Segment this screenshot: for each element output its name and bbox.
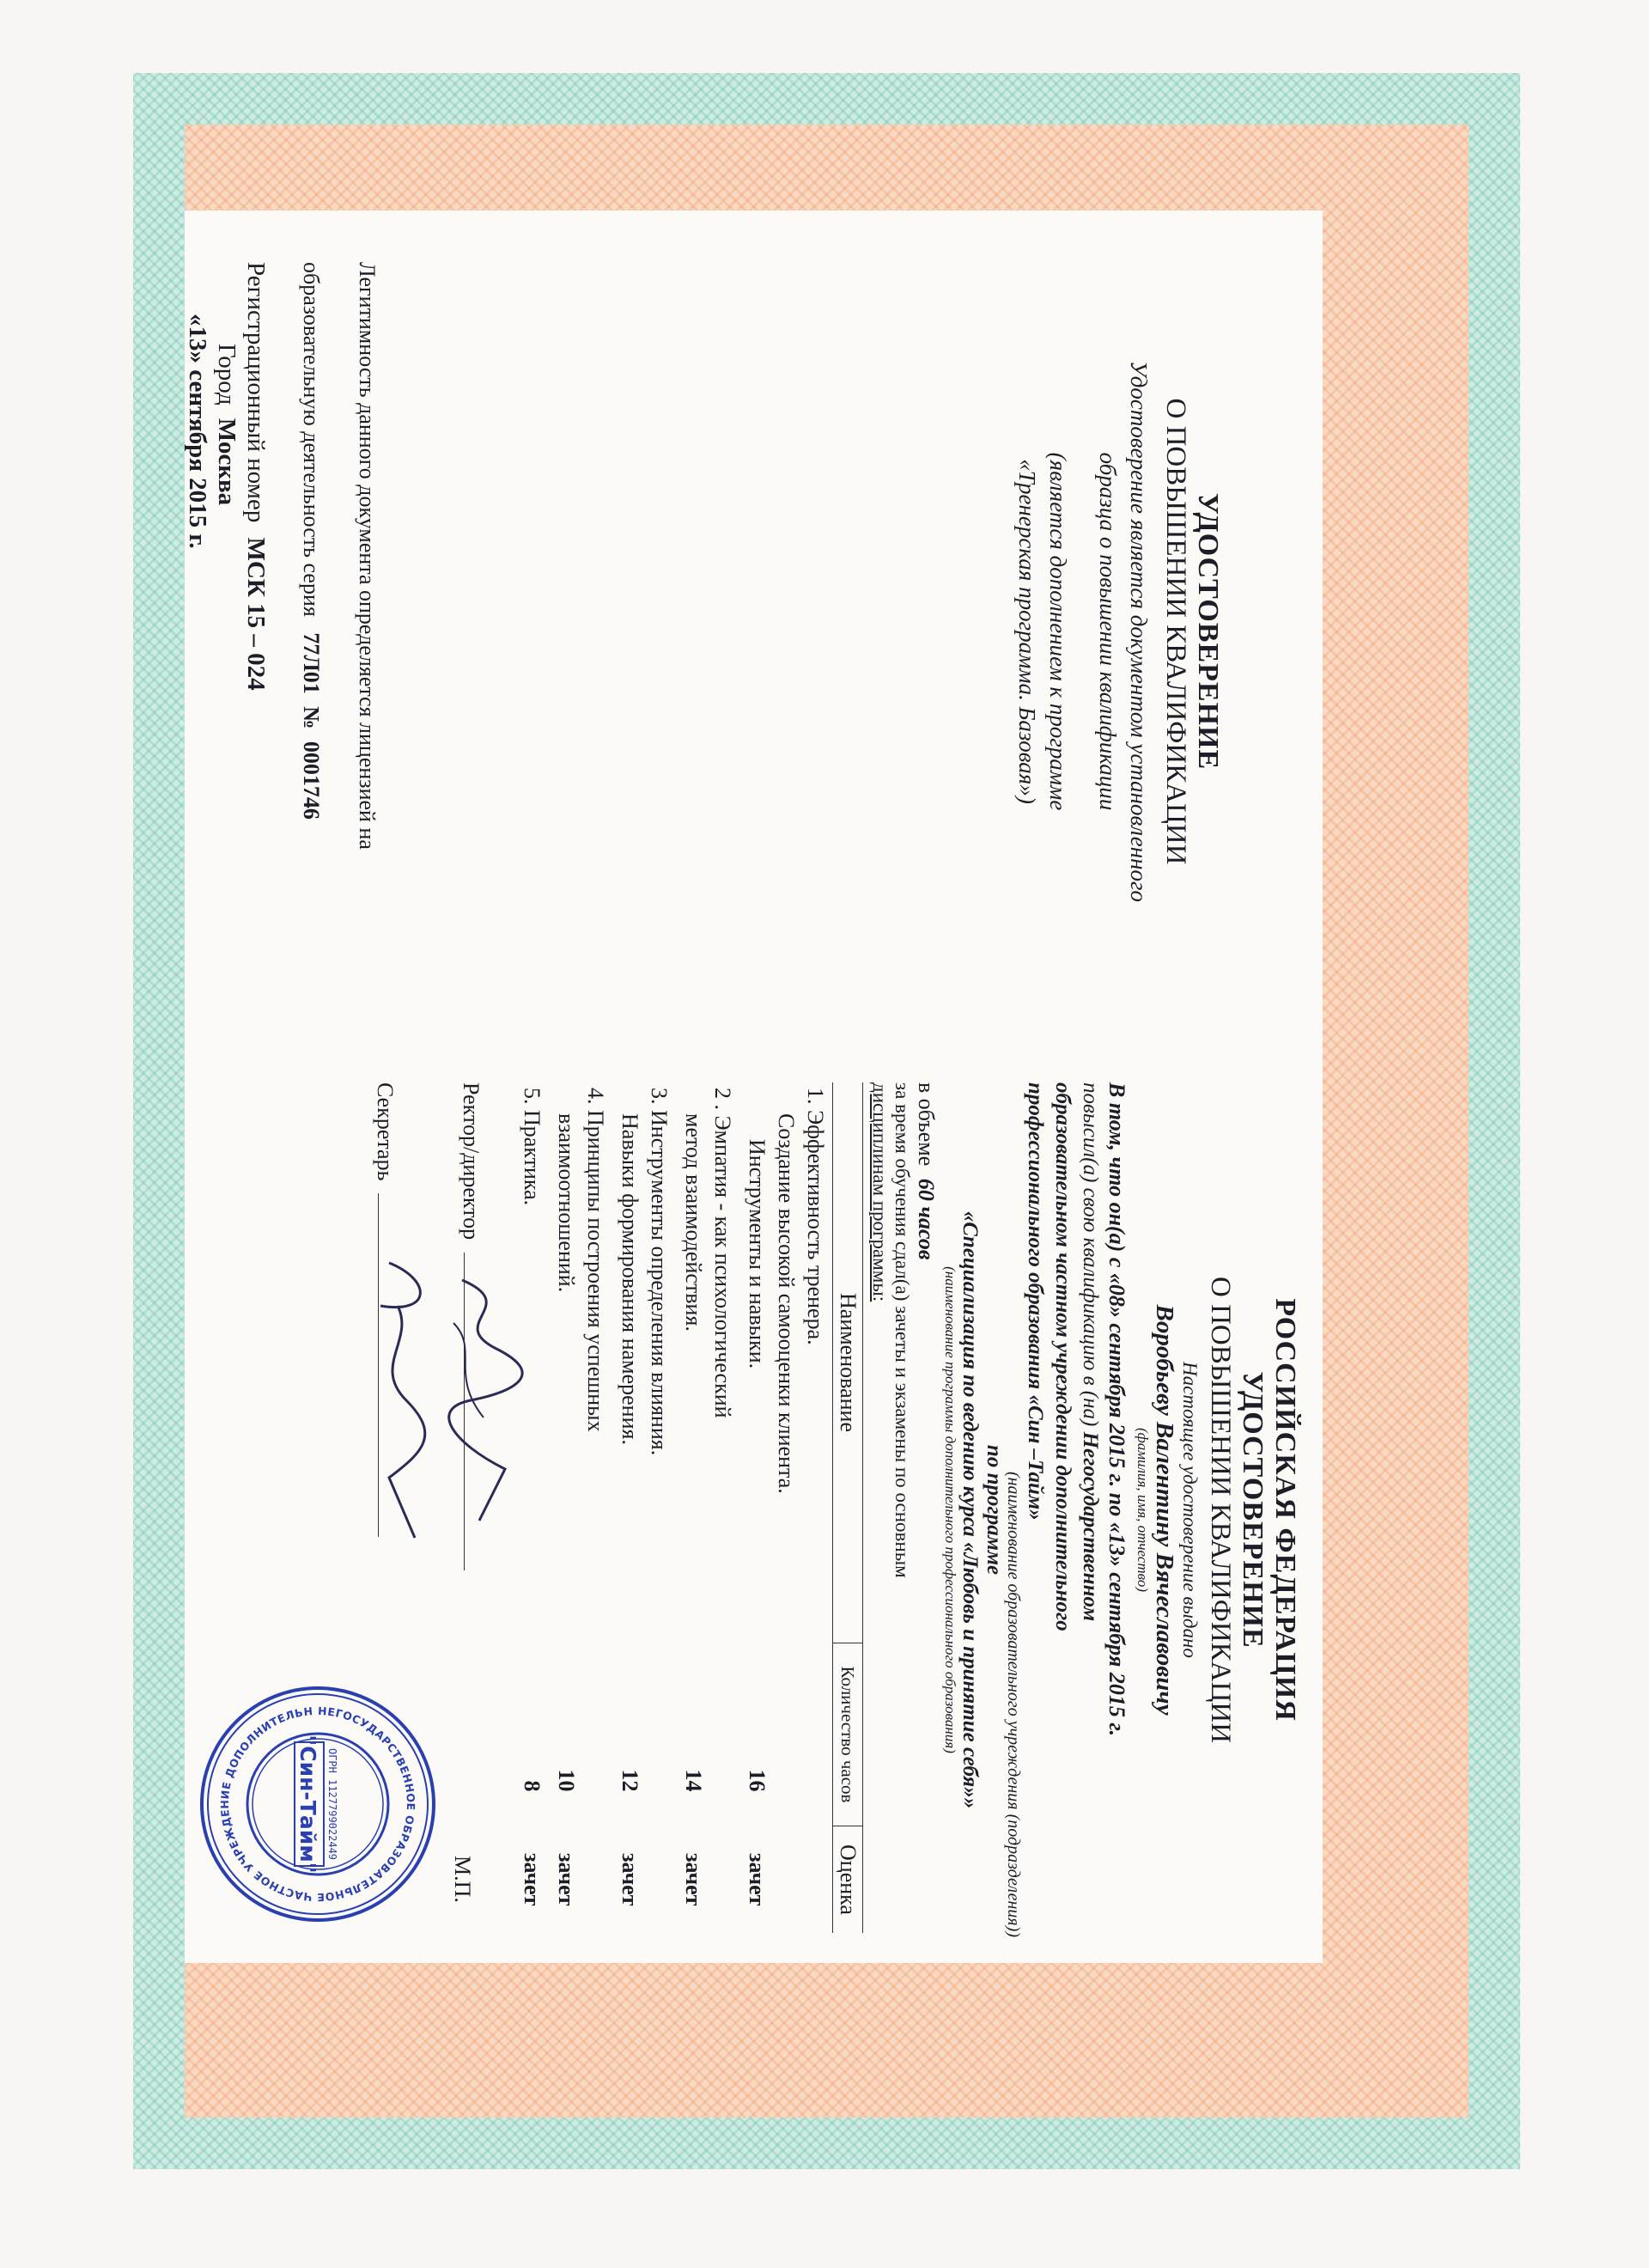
recipient-name: Воробьеву Валентину Вячеславовичу <box>1151 1304 1178 1716</box>
license-number: 0001746 <box>299 741 324 820</box>
table-row <box>549 1082 612 1933</box>
header-name: Наименование <box>833 1082 863 1643</box>
discipline-5-line-1: 5. Практика. <box>520 1088 545 1206</box>
qualification-text: повысил(а) свою квалификацию в (на) <box>1079 1082 1102 1427</box>
license-series: 77Л01 <box>299 632 324 694</box>
discipline-hours: 12 <box>618 1769 642 1792</box>
left-page-header <box>1012 262 1224 1001</box>
discipline-1-line-3: Инструменты и навыки. <box>745 1139 770 1369</box>
discipline-name <box>676 1082 739 1643</box>
left-description-1: Удостоверение является документом установленного <box>1126 360 1152 903</box>
stamp-ogrn: ОГРН 1127799022449 <box>326 1747 338 1861</box>
certificate-content <box>185 210 1323 1963</box>
discipline-name <box>612 1082 676 1643</box>
right-page <box>185 1057 1323 1963</box>
program-name: «Специализация по ведению курса «Любовь и принятие себя»» <box>958 1210 982 1809</box>
discipline-grade: зачет <box>745 1853 770 1906</box>
legitimacy-line-1: Легитимность данного документа определяется лицензией на <box>355 262 380 850</box>
table-row <box>676 1082 739 1933</box>
exams-line-1: за время обучения сдал(а) зачеты и экзамены по основным <box>891 1082 913 1578</box>
discipline-4-line-2: взаимоотношений. <box>554 1113 579 1293</box>
left-description-2: образца о повышении квалификации <box>1095 452 1121 811</box>
volume-value: 60 часов <box>914 1178 939 1260</box>
discipline-grade: зачет <box>520 1853 545 1906</box>
license-block <box>295 262 326 1018</box>
table-row <box>612 1082 676 1933</box>
reg-number: МСК 15 – 024 <box>242 537 270 691</box>
city-label: Город <box>213 344 240 405</box>
discipline-name <box>739 1082 833 1643</box>
left-subheading: О ПОВЫШЕНИИ КВАЛИФИКАЦИИ <box>1160 398 1191 865</box>
discipline-grade: зачет <box>681 1853 706 1906</box>
discipline-2-line-2: метод взаимодействия. <box>681 1113 706 1332</box>
header-grade: Оценка <box>833 1826 863 1934</box>
program-hint: (наименование программы дополнительного профессионального образования) <box>942 1266 958 1753</box>
issued-to-label: Настоящее удостоверение выдано <box>1179 1362 1201 1658</box>
discipline-hours: 16 <box>745 1769 770 1792</box>
stamp-icon <box>198 1684 438 1924</box>
license-label: образовательную деятельность серия <box>299 262 324 617</box>
discipline-1-line-1: 1. Эффективность тренера. <box>803 1088 828 1345</box>
license-no-label: № <box>299 706 324 729</box>
discipline-2-line-1: 2 . Эмпатия - как психологический <box>710 1088 735 1418</box>
discipline-hours: 10 <box>554 1769 579 1792</box>
institution-line-1: Негосударственном <box>1079 1431 1102 1622</box>
disciplines-table <box>514 1082 863 1933</box>
issue-date: «13» сентября 2015 г. <box>184 314 211 549</box>
left-supplement-2: «Тренерская программа. Базовая») <box>1014 459 1040 804</box>
period-text: В том, что он(а) с «08» сентября 2015 г. по «13» сентября 2015 г. <box>1104 1082 1129 1737</box>
discipline-hours: 8 <box>520 1780 545 1792</box>
left-supplement-1: (является дополнением к программе <box>1045 452 1071 811</box>
left-page <box>185 210 1323 1052</box>
left-heading: УДОСТОВЕРЕНИЕ <box>1192 492 1224 771</box>
discipline-3-line-1: 3. Инструменты определения влияния. <box>647 1088 672 1456</box>
institution-hint: (наименование образовательного учреждения (подразделения)) <box>1004 1471 1023 1937</box>
exams-line-2: дисциплинам программы: <box>869 1082 891 1302</box>
discipline-grade: зачет <box>618 1853 642 1906</box>
discipline-grade: зачет <box>554 1853 579 1906</box>
volume-label: в объеме <box>914 1082 939 1167</box>
rector-signature <box>436 1271 531 1529</box>
table-row <box>739 1082 833 1933</box>
official-stamp <box>198 1684 438 1924</box>
secretary-signature <box>355 1254 449 1546</box>
table-header-row <box>833 1082 863 1933</box>
secretary-label: Секретарь <box>373 1082 398 1181</box>
discipline-4-line-1: 4. Принципы построения успешных <box>583 1088 608 1432</box>
recipient-hint: (фамилия, имя, отчество) <box>1135 1428 1151 1592</box>
program-prefix: по программе <box>983 1444 1006 1576</box>
seal-label: М.П. <box>450 1856 475 1903</box>
reg-label: Регистрационный номер <box>242 262 270 523</box>
country-title: РОССИЙСКАЯ ФЕДЕРАЦИЯ <box>1269 1298 1301 1722</box>
legitimacy-block <box>351 262 382 1018</box>
right-heading: УДОСТОВЕРЕНИЕ <box>1237 1371 1269 1649</box>
institution-line-2: образовательном частном учреждении дополнительного <box>1051 1082 1074 1631</box>
institution-line-3: профессионального образования «Син –Тайм» <box>1024 1082 1047 1521</box>
stamp-ring-text: НЕГОСУДАРСТВЕННОЕ ОБРАЗОВАТЕЛЬНОЕ ЧАСТНОЕ УЧРЕЖДЕНИЕ ДОПОЛНИТЕЛЬН <box>217 1704 418 1905</box>
right-subheading: О ПОВЫШЕНИИ КВАЛИФИКАЦИИ <box>1205 1277 1236 1743</box>
discipline-hours: 14 <box>681 1769 706 1792</box>
header-hours: Количество часов <box>833 1643 863 1826</box>
discipline-name <box>549 1082 612 1643</box>
discipline-3-line-2: Навыки формирования намерения. <box>618 1113 642 1445</box>
city-name: Москва <box>213 418 240 506</box>
stamp-center-text: "Син-Тайм" <box>295 1735 320 1874</box>
discipline-1-line-2: Создание высокой самооценки клиента. <box>774 1113 799 1494</box>
rector-label: Ректор/директор <box>459 1082 484 1241</box>
